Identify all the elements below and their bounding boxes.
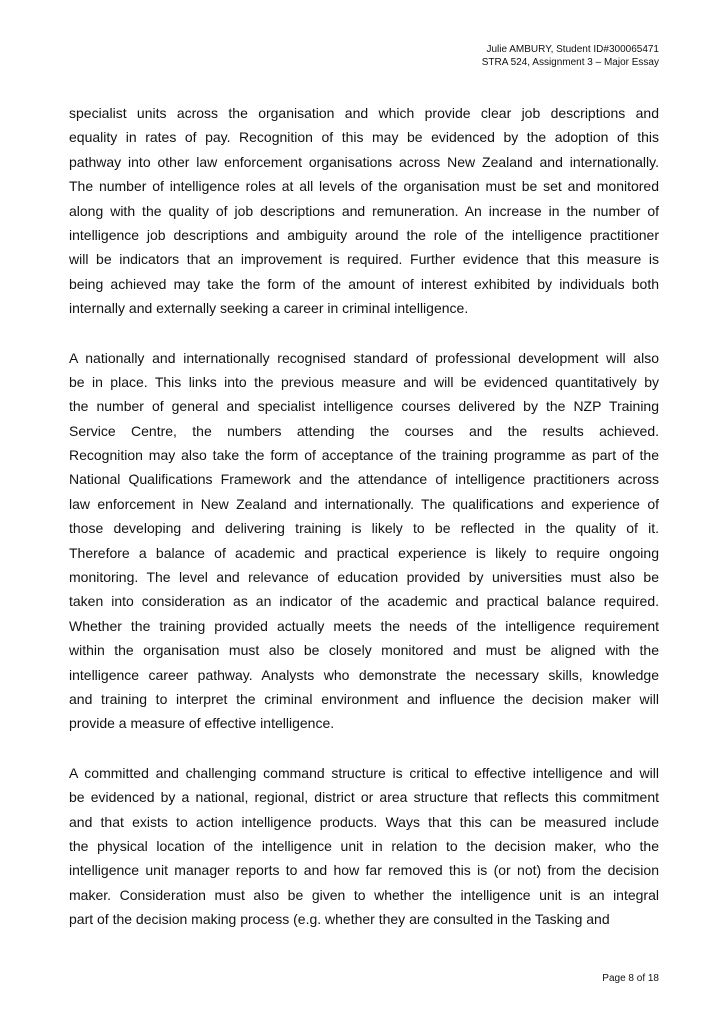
header-author-line: Julie AMBURY, Student ID#300065471 xyxy=(486,44,659,55)
essay-paragraph xyxy=(69,761,659,932)
paragraph-line: part of the decision making process (e.g. whether they are consulted in the Tasking and xyxy=(69,911,610,928)
paragraph-line: pathway into other law enforcement organisations across New Zealand and internationally. xyxy=(69,153,659,170)
paragraph-line: Therefore a balance of academic and practical experience is likely to require ongoing xyxy=(69,544,659,561)
paragraph-line: intelligence career pathway. Analysts who demonstrate the necessary skills, knowledge xyxy=(69,666,659,683)
paragraph-line: Service Centre, the numbers attending the courses and the results achieved. xyxy=(69,422,659,439)
paragraph-line: Recognition may also take the form of acceptance of the training programme as part of the xyxy=(69,447,659,464)
paragraph-line: law enforcement in New Zealand and internationally. The qualifications and experience of xyxy=(69,495,659,512)
paragraph-line: within the organisation must also be closely monitored and must be aligned with the xyxy=(69,642,659,659)
paragraph-line: maker. Consideration must also be given to whether the intelligence unit is an integral xyxy=(69,886,659,903)
paragraph-line: those developing and delivering training is likely to be reflected in the quality of it. xyxy=(69,520,659,537)
paragraph-line: the number of general and specialist intelligence courses delivered by the NZP Training xyxy=(69,398,659,415)
paragraph-line: taken into consideration as an indicator of the academic and practical balance required. xyxy=(69,593,659,610)
paragraph-line: be evidenced by a national, regional, district or area structure that reflects this commitment xyxy=(69,789,659,806)
paragraph-line: intelligence job descriptions and ambiguity around the role of the intelligence practitioner xyxy=(69,226,659,243)
paragraph-line: intelligence unit manager reports to and how far removed this is (or not) from the decision xyxy=(69,862,659,879)
page-header xyxy=(482,43,659,69)
paragraph-line: along with the quality of job descriptions and remuneration. An increase in the number of xyxy=(69,202,659,219)
paragraph-line: be in place. This links into the previous measure and will be evidenced quantitatively by xyxy=(69,373,659,390)
essay-paragraph xyxy=(69,101,659,321)
essay-body xyxy=(69,101,659,957)
header-course-line: STRA 524, Assignment 3 – Major Essay xyxy=(481,57,659,68)
paragraph-line: The number of intelligence roles at all levels of the organisation must be set and monitored xyxy=(69,178,659,195)
paragraph-line: National Qualifications Framework and the attendance of intelligence practitioners across xyxy=(69,471,659,488)
paragraph-line: equality in rates of pay. Recognition of this may be evidenced by the adoption of this xyxy=(69,129,659,146)
paragraph-line: monitoring. The level and relevance of education provided by universities must also be xyxy=(69,569,659,586)
paragraph-line: A committed and challenging command structure is critical to effective intelligence and will xyxy=(69,764,659,781)
paragraph-line: specialist units across the organisation and which provide clear job descriptions and xyxy=(69,105,659,121)
page-number: Page 8 of 18 xyxy=(602,973,659,984)
essay-paragraph xyxy=(69,346,659,736)
paragraph-line: will be indicators that an improvement is required. Further evidence that this measure is xyxy=(69,251,659,268)
paragraph-line: Whether the training provided actually meets the needs of the intelligence requirement xyxy=(69,617,659,634)
paragraph-line: and training to interpret the criminal environment and influence the decision maker will xyxy=(69,690,659,707)
paragraph-line: being achieved may take the form of the amount of interest exhibited by individuals both xyxy=(69,275,659,292)
paragraph-line: A nationally and internationally recognised standard of professional development will also xyxy=(69,349,659,366)
paragraph-line: provide a measure of effective intelligence. xyxy=(69,715,335,732)
paragraph-line: and that exists to action intelligence products. Ways that this can be measured include xyxy=(69,813,659,830)
paragraph-line: internally and externally seeking a career in criminal intelligence. xyxy=(69,300,469,317)
paragraph-line: the physical location of the intelligence unit in relation to the decision maker, who the xyxy=(69,837,659,854)
